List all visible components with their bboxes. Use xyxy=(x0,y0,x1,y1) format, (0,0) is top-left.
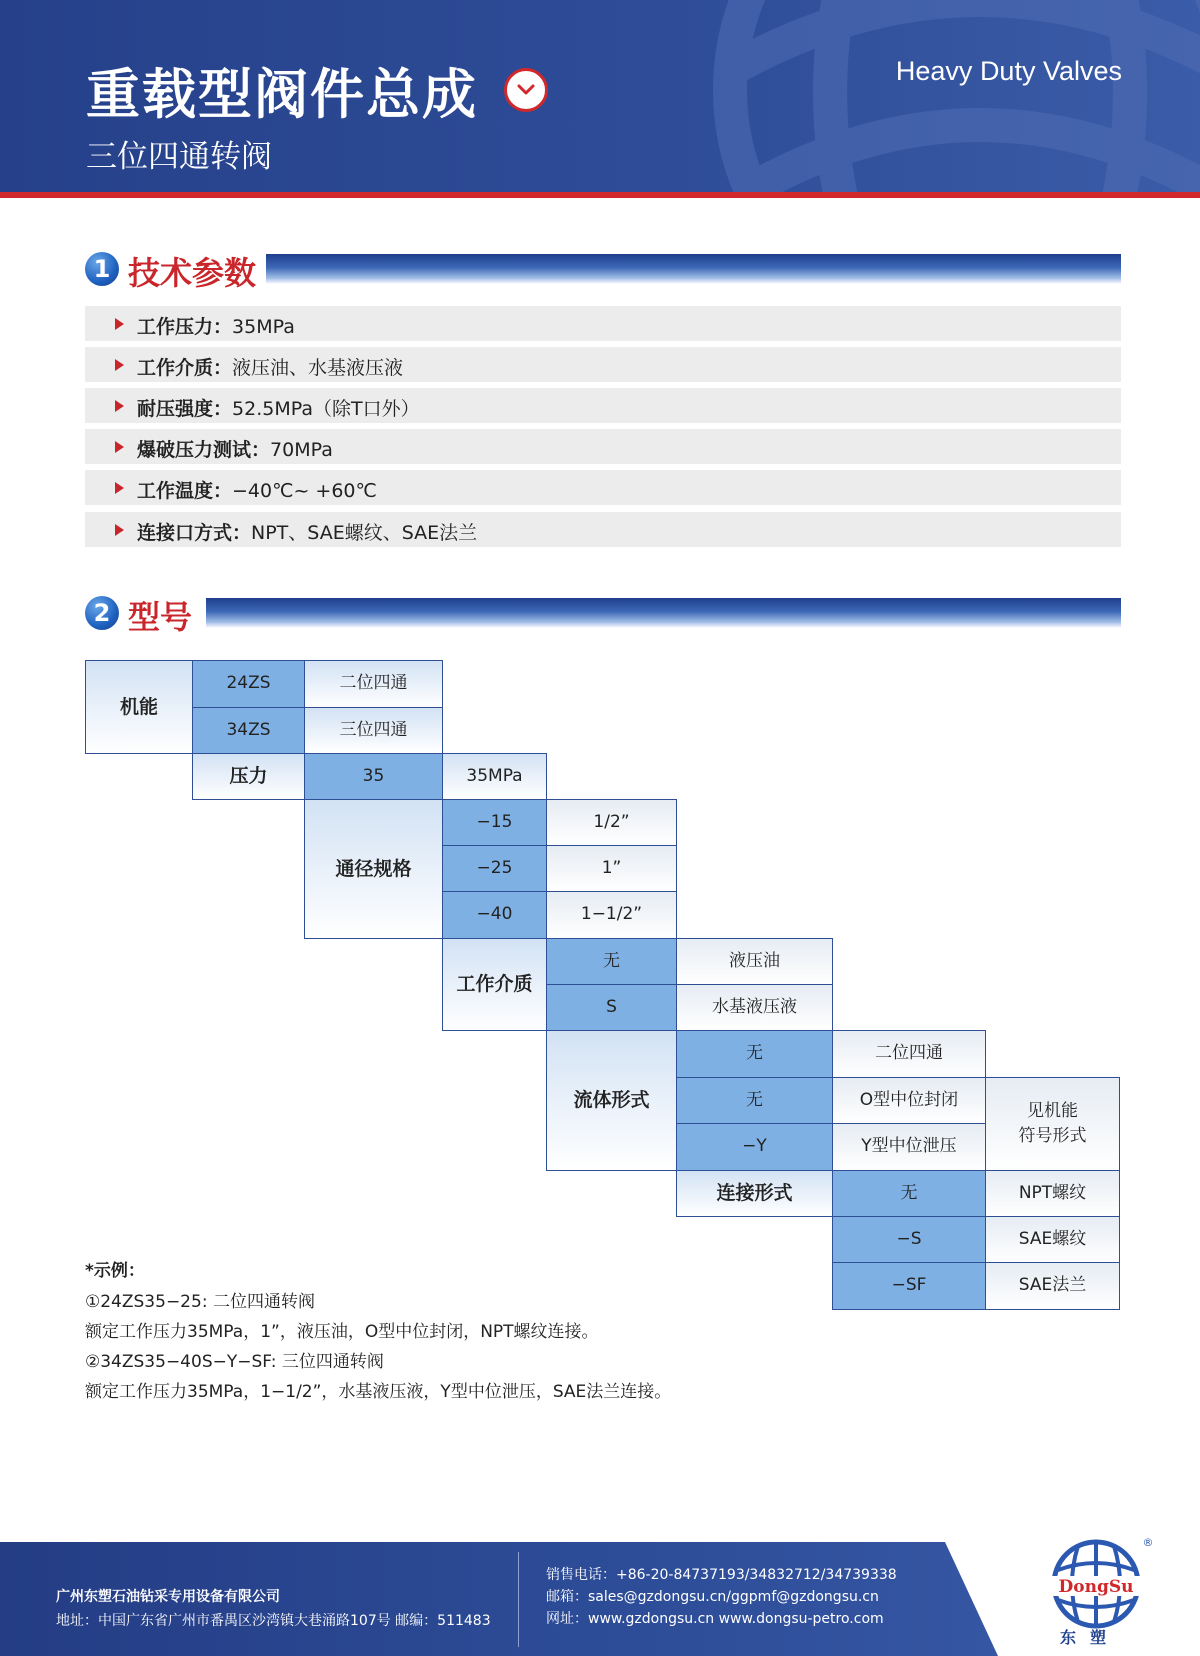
code-cell: 无 xyxy=(676,1030,833,1078)
triangle-bullet-icon xyxy=(115,524,124,536)
registered-mark: ® xyxy=(1142,1536,1154,1549)
logo-mark: DongSu xyxy=(1058,1577,1134,1597)
param-label: 工作压力： xyxy=(137,316,233,338)
english-title: Heavy Duty Valves xyxy=(895,56,1122,86)
desc-cell: Y型中位泄压 xyxy=(832,1123,986,1171)
code-cell: −SF xyxy=(832,1262,986,1310)
code-cell: S xyxy=(546,984,677,1031)
param-value: 70MPa xyxy=(270,439,333,461)
example-line: ①24ZS35−25: 二位四通转阀 xyxy=(85,1292,315,1312)
example-line: ②34ZS35−40S−Y−SF: 三位四通转阀 xyxy=(85,1352,384,1372)
desc-cell: SAE法兰 xyxy=(985,1262,1120,1310)
logo-text: 东塑 xyxy=(1060,1628,1121,1647)
param-row xyxy=(85,347,1121,382)
param-value: −40℃~ +60℃ xyxy=(232,480,377,502)
section-title-model: 型号 xyxy=(128,598,193,636)
page-title: 重载型阀件总成 xyxy=(86,63,478,126)
code-cell: 无 xyxy=(546,938,677,985)
param-row xyxy=(85,512,1121,547)
footer-divider xyxy=(518,1552,519,1647)
param-row xyxy=(85,388,1121,423)
param-value: 52.5MPa（除T口外） xyxy=(232,398,420,420)
desc-cell: 35MPa xyxy=(442,753,547,800)
desc-cell: O型中位封闭 xyxy=(832,1077,986,1124)
example-line: 额定工作压力35MPa，1”，液压油，O型中位封闭，NPT螺纹连接。 xyxy=(85,1322,599,1342)
desc-cell: SAE螺纹 xyxy=(985,1216,1120,1263)
triangle-bullet-icon xyxy=(115,359,124,371)
triangle-bullet-icon xyxy=(115,400,124,412)
param-row xyxy=(85,306,1121,341)
chevron-down-icon[interactable] xyxy=(504,68,548,112)
medium-label: 工作介质 xyxy=(442,938,547,1031)
code-cell: 无 xyxy=(676,1077,833,1124)
section-title-specs: 技术参数 xyxy=(128,254,257,292)
code-cell: −S xyxy=(832,1216,986,1263)
desc-cell: 二位四通 xyxy=(832,1030,986,1078)
param-label: 爆破压力测试： xyxy=(137,439,271,461)
desc-cell: 水基液压液 xyxy=(676,984,833,1031)
desc-cell: 三位四通 xyxy=(304,707,443,754)
triangle-bullet-icon xyxy=(115,318,124,330)
triangle-bullet-icon xyxy=(115,482,124,494)
param-label: 耐压强度： xyxy=(137,398,233,420)
param-label: 工作介质： xyxy=(137,357,233,379)
code-cell: −Y xyxy=(676,1123,833,1171)
param-row xyxy=(85,429,1121,464)
flow-note: 见机能 符号形式 xyxy=(985,1077,1120,1171)
code-cell: 24ZS xyxy=(192,660,305,708)
desc-cell: 1−1/2” xyxy=(546,891,677,939)
company-name: 广州东塑石油钻采专用设备有限公司 xyxy=(56,1589,280,1605)
section-number-badge: 2 xyxy=(85,596,119,630)
code-cell: −40 xyxy=(442,891,547,939)
globe-logo-icon xyxy=(1048,1534,1158,1634)
desc-cell: 液压油 xyxy=(676,938,833,985)
company-address: 地址：中国广东省广州市番禺区沙湾镇大巷涌路107号 邮编：511483 xyxy=(56,1613,491,1629)
desc-cell: 1/2” xyxy=(546,799,677,846)
param-value: 液压油、水基液压液 xyxy=(232,357,404,379)
bore-label: 通径规格 xyxy=(304,799,443,939)
page-subtitle: 三位四通转阀 xyxy=(86,139,272,175)
desc-cell: 二位四通 xyxy=(304,660,443,708)
desc-cell: NPT螺纹 xyxy=(985,1170,1120,1217)
example-heading: *示例： xyxy=(85,1261,145,1281)
globe-watermark-icon xyxy=(650,0,1200,192)
sales-phone: 销售电话：+86-20-84737193/34832712/34739338 xyxy=(546,1567,897,1583)
function-label: 机能 xyxy=(85,660,193,754)
page-footer xyxy=(0,1542,1200,1656)
param-row xyxy=(85,470,1121,505)
code-cell: −15 xyxy=(442,799,547,846)
section-number-badge: 1 xyxy=(85,252,119,286)
connect-label: 连接形式 xyxy=(676,1170,833,1217)
website-links[interactable]: 网址：www.gzdongsu.cn www.dongsu-petro.com xyxy=(546,1611,884,1627)
section-bar xyxy=(266,254,1121,284)
example-line: 额定工作压力35MPa，1−1/2”，水基液压液，Y型中位泄压，SAE法兰连接。 xyxy=(85,1382,672,1402)
code-cell: −25 xyxy=(442,845,547,892)
code-cell: 无 xyxy=(832,1170,986,1217)
pressure-label: 压力 xyxy=(192,753,305,800)
code-cell: 35 xyxy=(304,753,443,800)
param-value: 35MPa xyxy=(232,316,295,338)
flow-label: 流体形式 xyxy=(546,1030,677,1171)
param-value: NPT、SAE螺纹、SAE法兰 xyxy=(251,522,478,544)
triangle-bullet-icon xyxy=(115,441,124,453)
code-cell: 34ZS xyxy=(192,707,305,754)
header-divider xyxy=(0,192,1200,198)
sales-email: 邮箱：sales@gzdongsu.cn/ggpmf@gzdongsu.cn xyxy=(546,1589,879,1605)
desc-cell: 1” xyxy=(546,845,677,892)
param-label: 工作温度： xyxy=(137,480,233,502)
page-header xyxy=(0,0,1200,192)
param-label: 连接口方式： xyxy=(137,522,252,544)
section-bar xyxy=(206,598,1121,628)
